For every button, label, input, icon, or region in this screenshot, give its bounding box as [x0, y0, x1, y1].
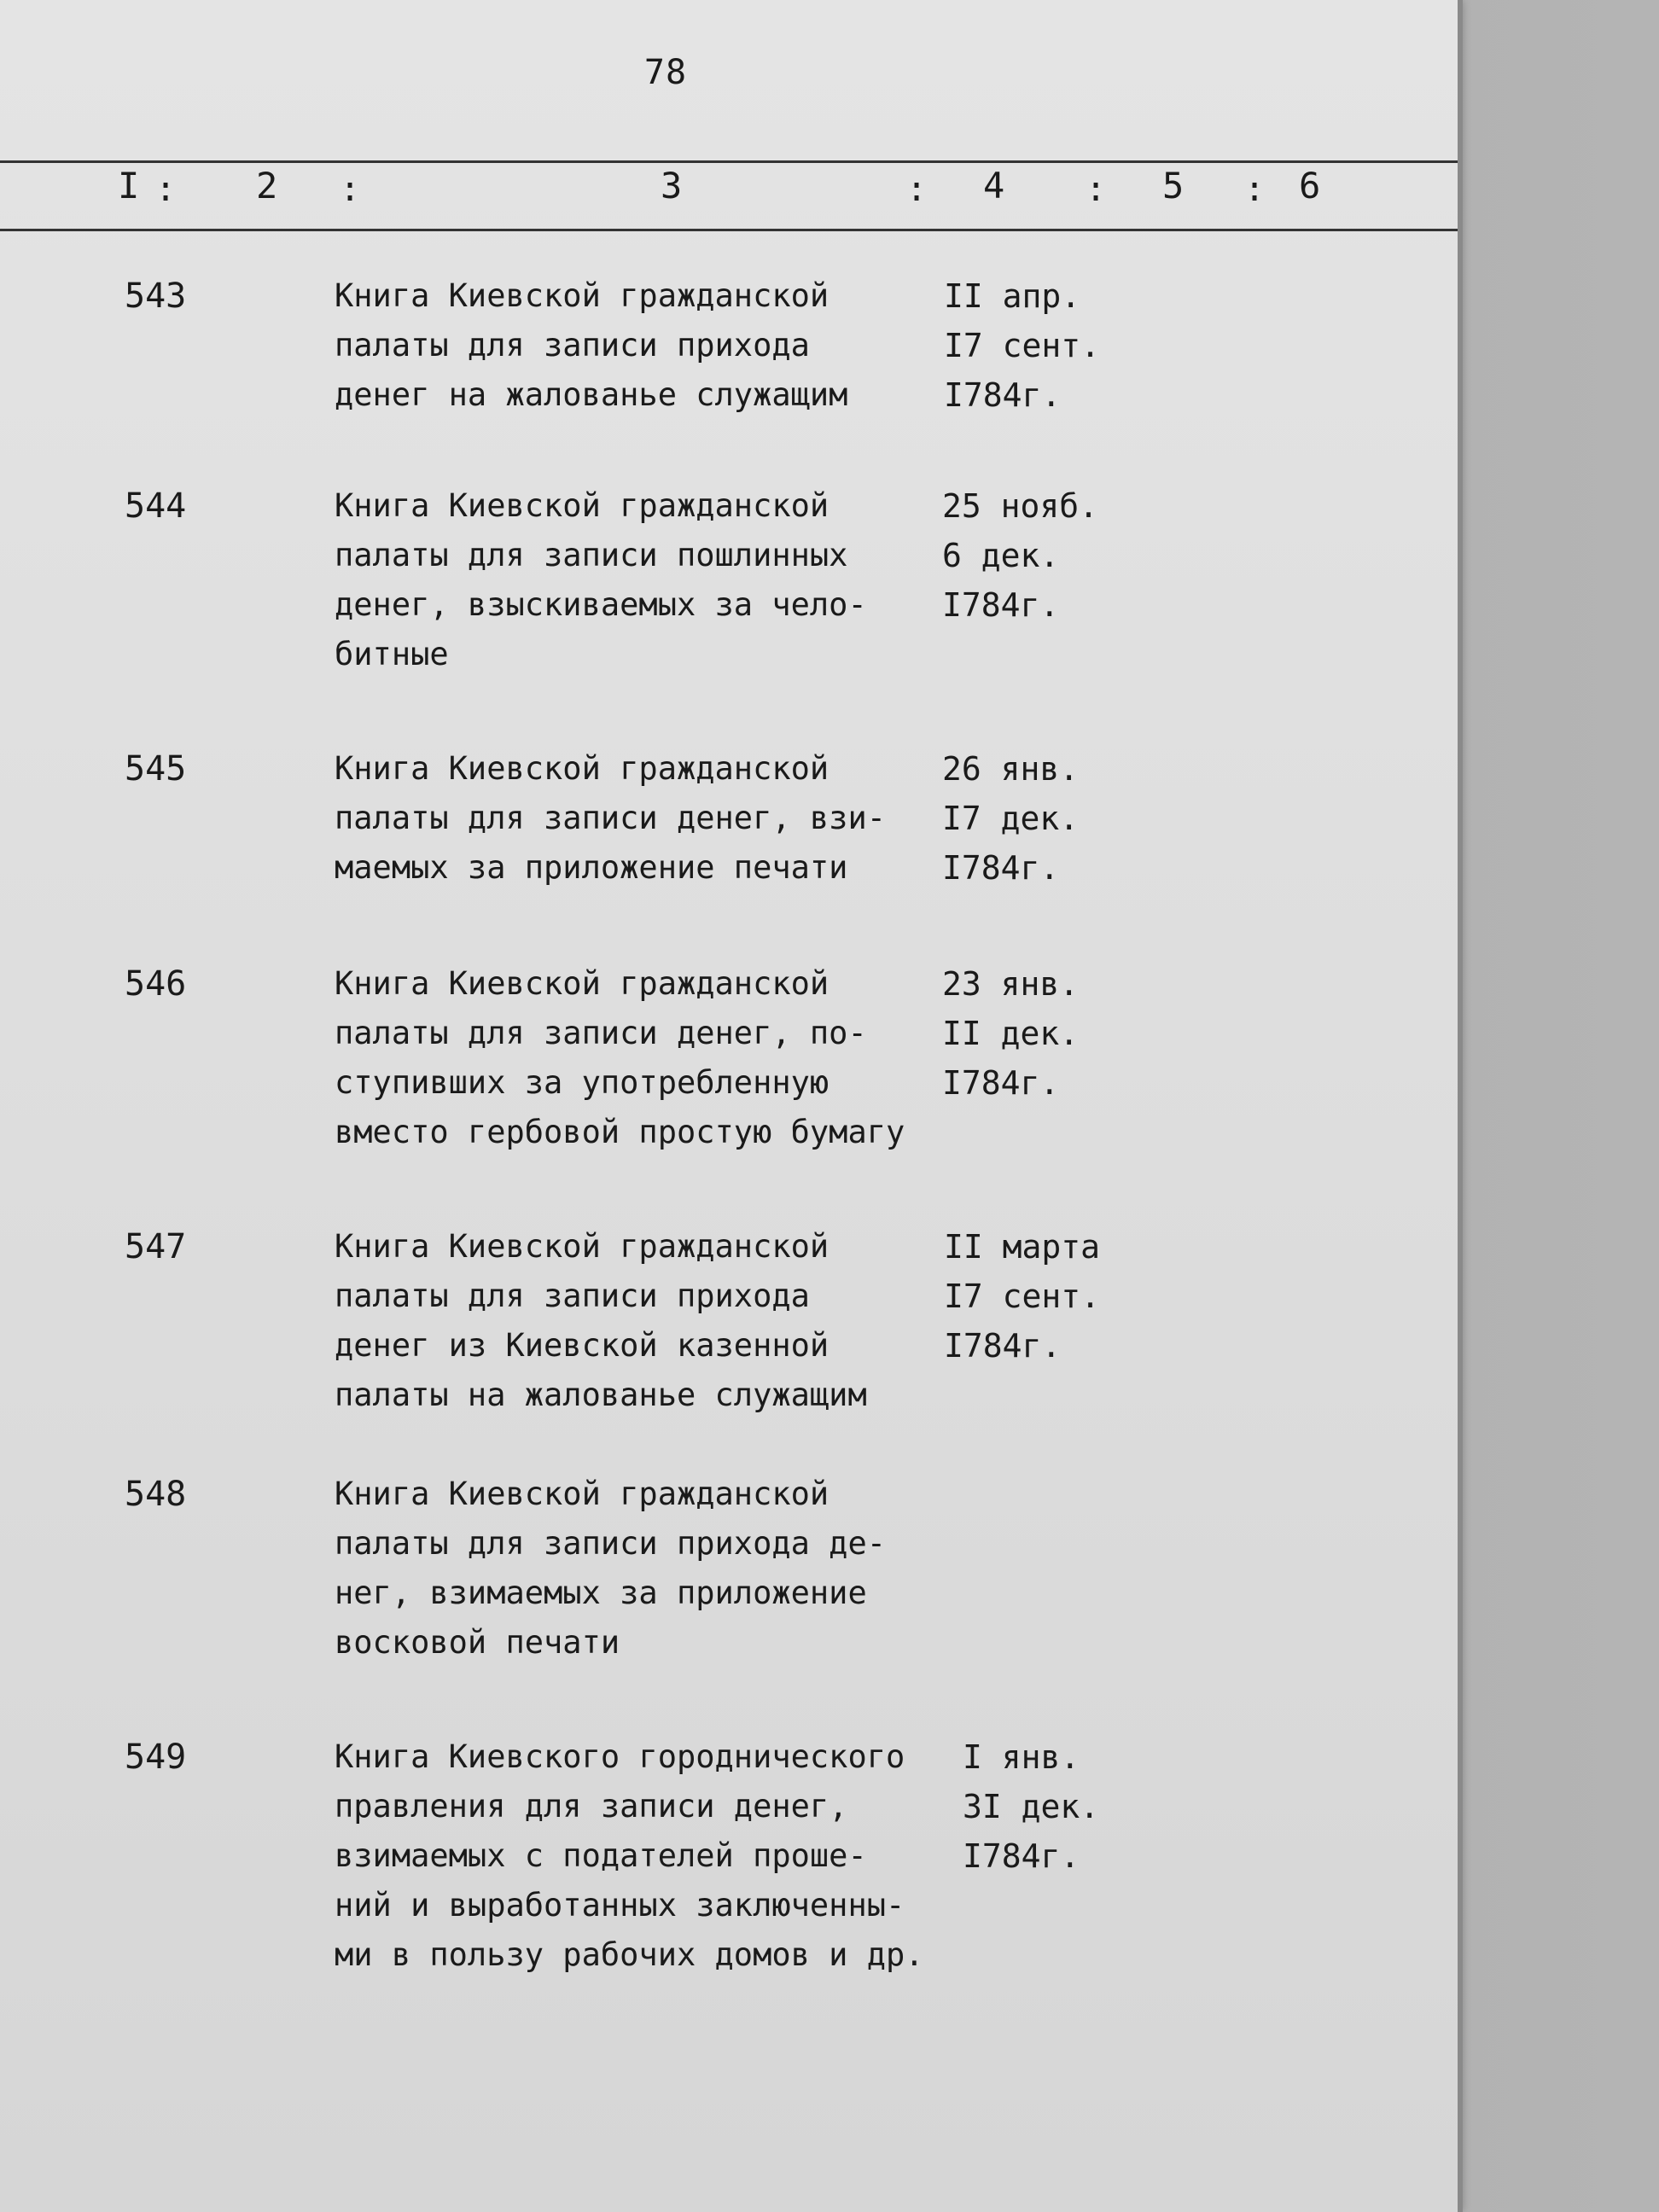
- entry-dates: 25 нояб. 6 дек. I784г.: [942, 487, 1099, 624]
- entry-title: Книга Киевской гражданской палаты для записи прихода денег из Киевской казенной палаты на жалованье служащим: [335, 1228, 867, 1413]
- entry-number: 543: [125, 276, 187, 316]
- column-separator: :: [1086, 170, 1107, 209]
- entry-number: 545: [125, 749, 187, 789]
- entry-title: Книга Киевской гражданской палаты для записи прихода де- нег, взимаемых за приложение восковой печати: [335, 1476, 887, 1661]
- column-header-4: 4: [983, 165, 1005, 207]
- entry-dates: II марта I7 сент. I784г.: [944, 1228, 1101, 1365]
- entry-title: Книга Киевской гражданской палаты для записи денег, по- ступивших за употребленную вместо гербовой простую бумагу: [335, 965, 905, 1150]
- page-edge: [1458, 0, 1463, 2212]
- page-number: 78: [643, 53, 688, 92]
- entry-number: 547: [125, 1227, 187, 1266]
- column-separator: :: [1244, 170, 1266, 209]
- entry-dates: I янв. 3I дек. I784г.: [963, 1738, 1100, 1875]
- entry-number: 546: [125, 964, 187, 1004]
- header-bottom-rule: [0, 229, 1458, 231]
- column-header-6: 6: [1299, 165, 1321, 207]
- entry-title: Книга Киевской гражданской палаты для записи денег, взи- маемых за приложение печати: [335, 750, 887, 886]
- column-header-1: I: [118, 165, 140, 207]
- column-header-5: 5: [1162, 165, 1185, 207]
- entry-title: Книга Киевского городнического правления для записи денег, взимаемых с подателей проше- ний и выработанных заключенны- ми в пользу рабочих домов и др.: [335, 1738, 924, 1973]
- column-separator: :: [155, 170, 177, 209]
- column-separator: :: [906, 170, 928, 209]
- entry-number: 549: [125, 1738, 187, 1777]
- column-header-2: 2: [256, 165, 278, 207]
- column-header-3: 3: [661, 165, 683, 207]
- entry-title: Книга Киевской гражданской палаты для записи прихода денег на жалованье служащим: [335, 277, 848, 413]
- entry-title: Книга Киевской гражданской палаты для записи пошлинных денег, взыскиваемых за чело- битные: [335, 487, 867, 672]
- entry-dates: II апр. I7 сент. I784г.: [944, 277, 1101, 414]
- column-separator: :: [340, 170, 361, 209]
- entry-number: 548: [125, 1475, 187, 1514]
- entry-number: 544: [125, 486, 187, 526]
- header-top-rule: [0, 160, 1458, 163]
- entry-dates: 26 янв. I7 дек. I784г.: [942, 750, 1080, 887]
- entry-dates: 23 янв. II дек. I784г.: [942, 965, 1080, 1102]
